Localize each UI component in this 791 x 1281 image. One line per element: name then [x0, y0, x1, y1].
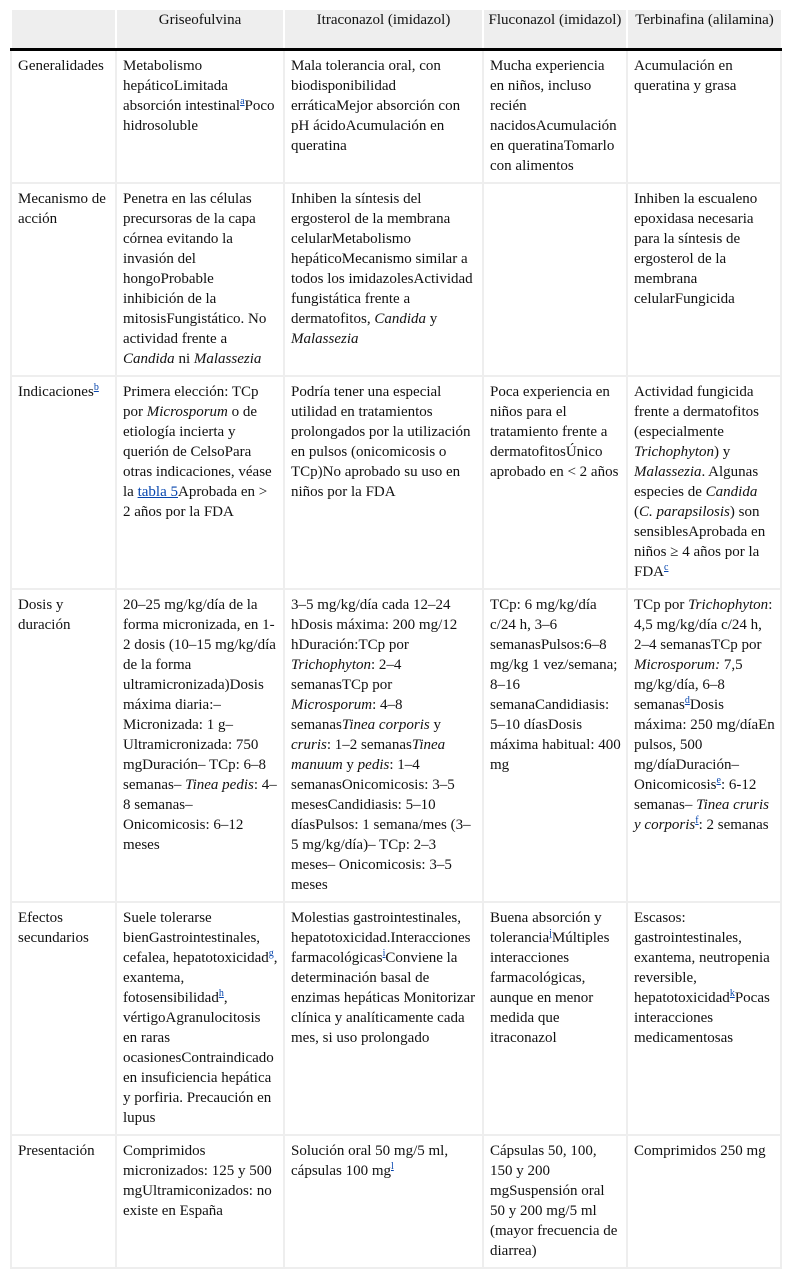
- cell-fluconazol: [483, 183, 627, 376]
- footnote-ref: [94, 382, 99, 393]
- italic-term: Microsporum: [146, 404, 228, 420]
- italic-term: Malassezia: [291, 331, 359, 347]
- cell-text: : 2 semanas: [698, 817, 769, 833]
- footnote-link-f[interactable]: f: [695, 815, 699, 826]
- cell-text: ni: [174, 351, 194, 367]
- cell-fluconazol: [483, 902, 627, 1135]
- table-row: [11, 50, 781, 184]
- cell-terbinafina: [627, 50, 781, 184]
- cell-text: Mala tolerancia oral, con biodisponibilidad erráticaMejor absorción con pH ácidoAcumulación en queratina: [291, 58, 461, 154]
- cell-text: : 6-12 semanas–: [634, 777, 757, 813]
- italic-term: Trichophyton: [634, 444, 715, 460]
- cell-text: Cápsulas 50, 100, 150 y 200 mgSuspensión oral 50 y 200 mg/5 ml (mayor frecuencia de diarrea): [490, 1143, 618, 1259]
- cell-text: Mecanismo de acción: [18, 191, 106, 227]
- cell-text: Acumulación en queratina y grasa: [634, 58, 737, 94]
- cell-text: . Algunas especies de: [634, 464, 759, 500]
- footnote-link-b[interactable]: b: [93, 382, 99, 393]
- cell-itraconazol: [284, 376, 483, 589]
- cell-text: Comprimidos 250 mg: [634, 1143, 766, 1159]
- cell-text: Múltiples interacciones farmacológicas, aunque en menor medida que itraconazol: [490, 930, 610, 1046]
- cell-text: : 4–8 semanas– Onicomicosis: 6–12 meses: [123, 777, 277, 853]
- cell-text: : 4,5 mg/kg/día c/24 h, 2–4 semanasTCp por: [634, 597, 773, 653]
- cell-text: 20–25 mg/kg/día de la forma micronizada, en 1-2 dosis (10–15 mg/kg/día de la forma ultramicronizada)Dosis máxima diaria:– Micronizada: 1 g– Ultramicronizada: 750 mgDuración– TCp: 6–8 semanas–: [123, 597, 276, 793]
- row-label: [11, 50, 116, 184]
- cell-fluconazol: [483, 1135, 627, 1268]
- cell-terbinafina: [627, 902, 781, 1135]
- cell-griseofulvina: [116, 376, 284, 589]
- italic-term: Trichophyton: [688, 597, 769, 613]
- cell-text: Mucha experiencia en niños, incluso recién nacidosAcumulación en queratinaTomarlo con alimentos: [490, 58, 617, 174]
- cell-itraconazol: [284, 902, 483, 1135]
- italic-term: Tinea pedis: [185, 777, 254, 793]
- cell-text: Efectos secundarios: [18, 910, 89, 946]
- cell-text: ) y: [714, 444, 731, 460]
- row-label: [11, 902, 116, 1135]
- cell-text: : 1–4 semanasOnicomicosis: 3–5 mesesCandidiasis: 5–10 díasPulsos: 1 semana/mes (3–5 mg/kg/día)– TCp: 2–3 meses– Onicomicosis: 3–5 meses: [291, 757, 471, 893]
- header-itraconazol: Itraconazol (imidazol): [284, 10, 483, 50]
- cell-fluconazol: [483, 376, 627, 589]
- table-body: [11, 50, 781, 1269]
- table-row: [11, 1135, 781, 1268]
- cell-text: y: [342, 757, 358, 773]
- cell-text: Poca experiencia en niños para el tratamiento frente a dermatofitosÚnico aprobado en < 2 años: [490, 384, 619, 480]
- cell-text: Poco hidrosoluble: [123, 98, 275, 134]
- cell-text: Conviene la determinación basal de enzimas hepáticas Monitorizar clínica y analíticamente cada mes, si uso prolongado: [291, 950, 476, 1046]
- header-fluconazol: Fluconazol (imidazol): [483, 10, 627, 50]
- cell-itraconazol: [284, 50, 483, 184]
- cell-terbinafina: [627, 376, 781, 589]
- cell-itraconazol: [284, 183, 483, 376]
- cell-text: Molestias gastrointestinales, hepatotoxicidad.Interacciones farmacológicas: [291, 910, 471, 966]
- cell-text: Pocas interacciones medicamentosas: [634, 990, 770, 1046]
- table-row: [11, 183, 781, 376]
- italic-term: Tinea cruris y corporis: [634, 797, 770, 833]
- italic-term: Tinea corporis: [341, 717, 430, 733]
- cell-text: Actividad fungicida frente a dermatofitos (especialmente: [634, 384, 759, 440]
- cell-text: Buena absorción y tolerancia: [490, 910, 602, 946]
- footnote-ref: [391, 1161, 394, 1172]
- italic-term: Microsporum:: [634, 657, 721, 673]
- cell-griseofulvina: [116, 183, 284, 376]
- cell-text: Indicaciones: [18, 384, 94, 400]
- cell-text: : 4–8 semanas: [291, 697, 403, 733]
- italic-term: Tinea manuum: [291, 737, 446, 773]
- cell-griseofulvina: [116, 902, 284, 1135]
- footnote-link-h[interactable]: h: [218, 988, 224, 999]
- cell-text: 7,5 mg/kg/día, 6–8 semanas: [634, 657, 743, 713]
- cell-text: , vértigoAgranulocitosis en raras ocasionesContraindicado en insuficiencia hepática y porfiria. Precaución en lupus: [123, 990, 274, 1126]
- row-label: [11, 589, 116, 902]
- header-row: [11, 10, 781, 50]
- cell-griseofulvina: [116, 50, 284, 184]
- cell-terbinafina: [627, 183, 781, 376]
- cell-itraconazol: [284, 1135, 483, 1268]
- cell-text: Podría tener una especial utilidad en tratamientos prolongados por la utilización en pulsos (onicomicosis o TCp)No aprobado su uso en niños por la FDA: [291, 384, 471, 500]
- footnote-link-k[interactable]: k: [729, 988, 735, 999]
- italic-term: Candida: [374, 311, 427, 327]
- table-row: [11, 902, 781, 1135]
- cell-text: o de etiología incierta y querión de CelsoPara otras indicaciones, véase la: [123, 404, 272, 500]
- italic-term: Malassezia: [193, 351, 262, 367]
- row-label: [11, 376, 116, 589]
- footnote-link-j[interactable]: j: [549, 928, 552, 939]
- cell-griseofulvina: [116, 1135, 284, 1268]
- cell-text: Suele tolerarse bienGastrointestinales, cefalea, hepatotoxicidad: [123, 910, 269, 966]
- cell-text: Inhiben la síntesis del ergosterol de la membrana celularMetabolismo hepáticoMecanismo similar a todos los imidazolesActividad fungistática frente a dermatofitos,: [291, 191, 473, 327]
- table-reference-link[interactable]: tabla 5: [137, 484, 178, 500]
- cell-text: y: [426, 311, 438, 327]
- antifungal-comparison-table: [10, 10, 782, 1269]
- footnote-link-d[interactable]: d: [684, 695, 690, 706]
- cell-text: y: [429, 717, 442, 733]
- cell-text: Generalidades: [18, 58, 104, 74]
- cell-text: Solución oral 50 mg/5 ml, cápsulas 100 mg: [291, 1143, 449, 1179]
- header-cell-empty: [11, 10, 116, 50]
- cell-text: Comprimidos micronizados: 125 y 500 mgUltramiconizados: no existe en España: [123, 1143, 272, 1219]
- italic-term: Candida: [705, 484, 758, 500]
- header-griseofulvina: Griseofulvina: [116, 10, 284, 50]
- cell-griseofulvina: [116, 589, 284, 902]
- cell-text: : 1–2 semanas: [326, 737, 412, 753]
- footnote-link-c[interactable]: c: [664, 562, 669, 573]
- italic-term: Candida: [123, 351, 175, 367]
- italic-term: Malassezia: [634, 464, 702, 480]
- cell-itraconazol: [284, 589, 483, 902]
- cell-text: ) son sensiblesAprobada en niños ≥ 4 años por la FDA: [634, 504, 766, 580]
- cell-text: : 2–4 semanasTCp por: [291, 657, 402, 693]
- cell-text: Metabolismo hepáticoLimitada absorción intestinal: [123, 58, 241, 114]
- italic-term: Trichophyton: [291, 657, 372, 673]
- cell-text: , exantema, fotosensibilidad: [123, 950, 278, 1006]
- cell-fluconazol: [483, 589, 627, 902]
- footnote-link-g[interactable]: g: [268, 948, 274, 959]
- cell-text: 3–5 mg/kg/día cada 12–24 hDosis máxima: 200 mg/12 hDuración:TCp por: [291, 597, 458, 653]
- cell-text: Aprobada en > 2 años por la FDA: [123, 484, 268, 520]
- row-label: [11, 183, 116, 376]
- cell-text: Presentación: [18, 1143, 95, 1159]
- cell-text: TCp por: [634, 597, 689, 613]
- cell-text: Penetra en las células precursoras de la capa córnea evitando la invasión del hongoProbable inhibición de la mitosisFungistático. No actividad frente a: [123, 191, 267, 347]
- table-row: [11, 376, 781, 589]
- row-label: [11, 1135, 116, 1268]
- cell-fluconazol: [483, 50, 627, 184]
- cell-terbinafina: [627, 1135, 781, 1268]
- footnote-link-i[interactable]: i: [382, 948, 386, 959]
- italic-term: pedis: [357, 757, 390, 773]
- footnote-ref: [664, 562, 668, 573]
- cell-text: Dosis máxima: 250 mg/díaEn pulsos, 500 mg/díaDuración– Onicomicosis: [634, 697, 775, 793]
- italic-term: cruris: [291, 737, 327, 753]
- italic-term: C. parapsilosis: [639, 504, 730, 520]
- footnote-link-e[interactable]: e: [716, 775, 721, 786]
- cell-terbinafina: [627, 589, 781, 902]
- cell-text: (: [634, 504, 639, 520]
- header-terbinafina: Terbinafina (alilamina): [627, 10, 781, 50]
- footnote-link-a[interactable]: a: [240, 96, 245, 107]
- cell-text: Primera elección: TCp por: [123, 384, 259, 420]
- cell-text: Dosis y duración: [18, 597, 71, 633]
- cell-text: Escasos: gastrointestinales, exantema, neutropenia reversible, hepatotoxicidad: [634, 910, 770, 1006]
- italic-term: Microsporum: [291, 697, 373, 713]
- cell-text: Inhiben la escualeno epoxidasa necesaria para la síntesis de ergosterol de la membrana celularFungicida: [634, 191, 758, 307]
- table-row: [11, 589, 781, 902]
- cell-text: TCp: 6 mg/kg/día c/24 h, 3–6 semanasPulsos:6–8 mg/kg 1 vez/semana; 8–16 semanaCandidiasis: 5–10 díasDosis máxima habitual: 400 mg: [490, 597, 621, 773]
- footnote-link-l[interactable]: l: [390, 1161, 394, 1172]
